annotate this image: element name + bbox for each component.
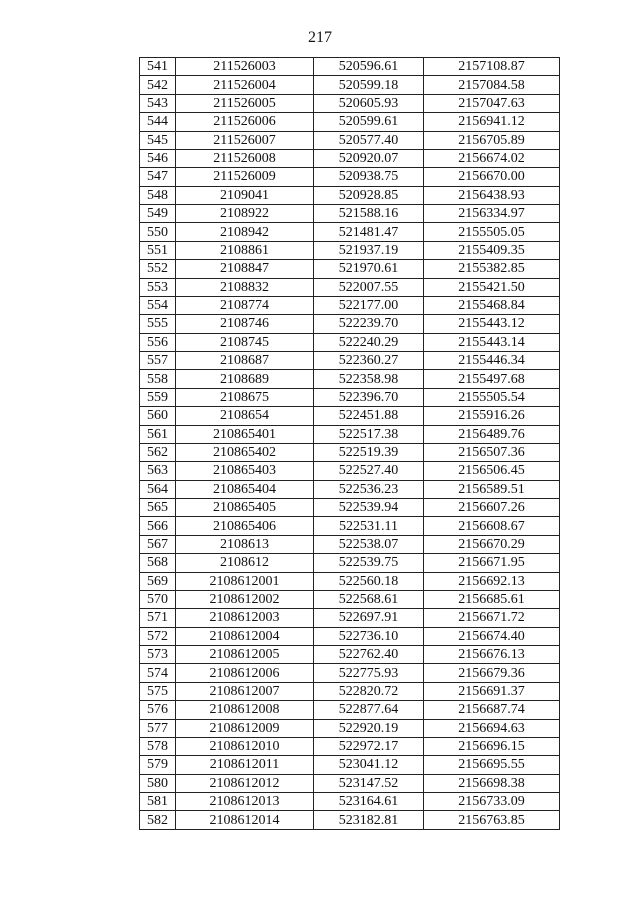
y-coordinate-cell: 2156671.72	[424, 609, 560, 627]
point-id-cell: 211526006	[176, 113, 314, 131]
x-coordinate-cell: 522240.29	[314, 333, 424, 351]
y-coordinate-cell: 2156694.63	[424, 719, 560, 737]
row-index-cell: 552	[140, 260, 176, 278]
x-coordinate-cell: 522396.70	[314, 388, 424, 406]
row-index-cell: 547	[140, 168, 176, 186]
row-index-cell: 542	[140, 76, 176, 94]
y-coordinate-cell: 2155505.05	[424, 223, 560, 241]
table-row	[140, 278, 560, 296]
table-row	[140, 223, 560, 241]
table-row	[140, 609, 560, 627]
table-row	[140, 315, 560, 333]
row-index-cell: 578	[140, 737, 176, 755]
row-index-cell: 574	[140, 664, 176, 682]
point-id-cell: 2109041	[176, 186, 314, 204]
point-id-cell: 2108612004	[176, 627, 314, 645]
y-coordinate-cell: 2155468.84	[424, 296, 560, 314]
y-coordinate-cell: 2155446.34	[424, 352, 560, 370]
table-row	[140, 425, 560, 443]
y-coordinate-cell: 2156674.40	[424, 627, 560, 645]
x-coordinate-cell: 522177.00	[314, 296, 424, 314]
table-row	[140, 480, 560, 498]
row-index-cell: 577	[140, 719, 176, 737]
table-row	[140, 756, 560, 774]
y-coordinate-cell: 2156489.76	[424, 425, 560, 443]
point-id-cell: 2108774	[176, 296, 314, 314]
y-coordinate-cell: 2157084.58	[424, 76, 560, 94]
row-index-cell: 554	[140, 296, 176, 314]
row-index-cell: 563	[140, 462, 176, 480]
point-id-cell: 2108942	[176, 223, 314, 241]
point-id-cell: 2108612011	[176, 756, 314, 774]
x-coordinate-cell: 522451.88	[314, 407, 424, 425]
table-row	[140, 407, 560, 425]
x-coordinate-cell: 522697.91	[314, 609, 424, 627]
y-coordinate-cell: 2156691.37	[424, 682, 560, 700]
x-coordinate-cell: 520596.61	[314, 58, 424, 76]
y-coordinate-cell: 2156671.95	[424, 554, 560, 572]
point-id-cell: 210865402	[176, 443, 314, 461]
point-id-cell: 2108654	[176, 407, 314, 425]
x-coordinate-cell: 522358.98	[314, 370, 424, 388]
point-id-cell: 2108832	[176, 278, 314, 296]
table-row	[140, 370, 560, 388]
y-coordinate-cell: 2156679.36	[424, 664, 560, 682]
y-coordinate-cell: 2155443.14	[424, 333, 560, 351]
x-coordinate-cell: 520605.93	[314, 94, 424, 112]
row-index-cell: 573	[140, 646, 176, 664]
point-id-cell: 2108612	[176, 554, 314, 572]
point-id-cell: 211526003	[176, 58, 314, 76]
table-row	[140, 149, 560, 167]
x-coordinate-cell: 522239.70	[314, 315, 424, 333]
x-coordinate-cell: 520938.75	[314, 168, 424, 186]
x-coordinate-cell: 521970.61	[314, 260, 424, 278]
y-coordinate-cell: 2156589.51	[424, 480, 560, 498]
page-number: 217	[308, 29, 332, 46]
table-row	[140, 131, 560, 149]
y-coordinate-cell: 2156692.13	[424, 572, 560, 590]
x-coordinate-cell: 520599.18	[314, 76, 424, 94]
table-row	[140, 719, 560, 737]
x-coordinate-cell: 521481.47	[314, 223, 424, 241]
coordinates-table	[139, 57, 560, 830]
point-id-cell: 210865404	[176, 480, 314, 498]
x-coordinate-cell: 522568.61	[314, 590, 424, 608]
x-coordinate-cell: 520928.85	[314, 186, 424, 204]
table-body	[140, 58, 560, 830]
point-id-cell: 2108612007	[176, 682, 314, 700]
table-row	[140, 388, 560, 406]
row-index-cell: 571	[140, 609, 176, 627]
point-id-cell: 2108612014	[176, 811, 314, 829]
y-coordinate-cell: 2156695.55	[424, 756, 560, 774]
x-coordinate-cell: 522539.75	[314, 554, 424, 572]
table-row	[140, 572, 560, 590]
x-coordinate-cell: 522007.55	[314, 278, 424, 296]
row-index-cell: 558	[140, 370, 176, 388]
row-index-cell: 546	[140, 149, 176, 167]
row-index-cell: 569	[140, 572, 176, 590]
y-coordinate-cell: 2156334.97	[424, 205, 560, 223]
y-coordinate-cell: 2156941.12	[424, 113, 560, 131]
row-index-cell: 564	[140, 480, 176, 498]
table-row	[140, 664, 560, 682]
x-coordinate-cell: 522360.27	[314, 352, 424, 370]
table-row	[140, 811, 560, 829]
point-id-cell: 211526004	[176, 76, 314, 94]
point-id-cell: 2108612001	[176, 572, 314, 590]
table-row	[140, 737, 560, 755]
row-index-cell: 543	[140, 94, 176, 112]
y-coordinate-cell: 2156698.38	[424, 774, 560, 792]
table-row	[140, 168, 560, 186]
point-id-cell: 210865403	[176, 462, 314, 480]
x-coordinate-cell: 521588.16	[314, 205, 424, 223]
table-row	[140, 499, 560, 517]
point-id-cell: 2108612003	[176, 609, 314, 627]
x-coordinate-cell: 522519.39	[314, 443, 424, 461]
table-row	[140, 701, 560, 719]
y-coordinate-cell: 2156507.36	[424, 443, 560, 461]
y-coordinate-cell: 2156674.02	[424, 149, 560, 167]
point-id-cell: 2108847	[176, 260, 314, 278]
point-id-cell: 211526007	[176, 131, 314, 149]
table-row	[140, 682, 560, 700]
table-row	[140, 296, 560, 314]
x-coordinate-cell: 522560.18	[314, 572, 424, 590]
x-coordinate-cell: 522877.64	[314, 701, 424, 719]
y-coordinate-cell: 2156685.61	[424, 590, 560, 608]
row-index-cell: 553	[140, 278, 176, 296]
row-index-cell: 544	[140, 113, 176, 131]
point-id-cell: 210865405	[176, 499, 314, 517]
point-id-cell: 2108746	[176, 315, 314, 333]
table-row	[140, 94, 560, 112]
point-id-cell: 2108612006	[176, 664, 314, 682]
y-coordinate-cell: 2155505.54	[424, 388, 560, 406]
point-id-cell: 2108861	[176, 241, 314, 259]
x-coordinate-cell: 520577.40	[314, 131, 424, 149]
x-coordinate-cell: 520920.07	[314, 149, 424, 167]
table-row	[140, 590, 560, 608]
point-id-cell: 2108922	[176, 205, 314, 223]
row-index-cell: 576	[140, 701, 176, 719]
x-coordinate-cell: 522527.40	[314, 462, 424, 480]
point-id-cell: 211526009	[176, 168, 314, 186]
y-coordinate-cell: 2156607.26	[424, 499, 560, 517]
point-id-cell: 2108745	[176, 333, 314, 351]
y-coordinate-cell: 2156506.45	[424, 462, 560, 480]
table-row	[140, 554, 560, 572]
row-index-cell: 556	[140, 333, 176, 351]
table-row	[140, 113, 560, 131]
row-index-cell: 580	[140, 774, 176, 792]
row-index-cell: 572	[140, 627, 176, 645]
table-row	[140, 76, 560, 94]
row-index-cell: 565	[140, 499, 176, 517]
x-coordinate-cell: 522972.17	[314, 737, 424, 755]
y-coordinate-cell: 2156705.89	[424, 131, 560, 149]
table-row	[140, 462, 560, 480]
x-coordinate-cell: 523182.81	[314, 811, 424, 829]
y-coordinate-cell: 2157047.63	[424, 94, 560, 112]
y-coordinate-cell: 2155443.12	[424, 315, 560, 333]
row-index-cell: 548	[140, 186, 176, 204]
table-row	[140, 260, 560, 278]
y-coordinate-cell: 2155497.68	[424, 370, 560, 388]
row-index-cell: 566	[140, 517, 176, 535]
row-index-cell: 545	[140, 131, 176, 149]
x-coordinate-cell: 522517.38	[314, 425, 424, 443]
table-row	[140, 517, 560, 535]
row-index-cell: 559	[140, 388, 176, 406]
x-coordinate-cell: 523041.12	[314, 756, 424, 774]
y-coordinate-cell: 2155382.85	[424, 260, 560, 278]
table-row	[140, 646, 560, 664]
row-index-cell: 582	[140, 811, 176, 829]
row-index-cell: 550	[140, 223, 176, 241]
y-coordinate-cell: 2155421.50	[424, 278, 560, 296]
table-row	[140, 352, 560, 370]
y-coordinate-cell: 2156670.29	[424, 535, 560, 553]
point-id-cell: 210865401	[176, 425, 314, 443]
y-coordinate-cell: 2156696.15	[424, 737, 560, 755]
point-id-cell: 2108612009	[176, 719, 314, 737]
row-index-cell: 570	[140, 590, 176, 608]
row-index-cell: 581	[140, 793, 176, 811]
point-id-cell: 2108689	[176, 370, 314, 388]
point-id-cell: 2108612005	[176, 646, 314, 664]
y-coordinate-cell: 2156670.00	[424, 168, 560, 186]
table-row	[140, 186, 560, 204]
y-coordinate-cell: 2155409.35	[424, 241, 560, 259]
point-id-cell: 2108675	[176, 388, 314, 406]
point-id-cell: 2108687	[176, 352, 314, 370]
table-row	[140, 627, 560, 645]
table-row	[140, 793, 560, 811]
x-coordinate-cell: 522736.10	[314, 627, 424, 645]
x-coordinate-cell: 522762.40	[314, 646, 424, 664]
table-row	[140, 241, 560, 259]
y-coordinate-cell: 2156676.13	[424, 646, 560, 664]
point-id-cell: 210865406	[176, 517, 314, 535]
y-coordinate-cell: 2156438.93	[424, 186, 560, 204]
x-coordinate-cell: 522775.93	[314, 664, 424, 682]
x-coordinate-cell: 522536.23	[314, 480, 424, 498]
point-id-cell: 211526008	[176, 149, 314, 167]
x-coordinate-cell: 523164.61	[314, 793, 424, 811]
table-row	[140, 58, 560, 76]
point-id-cell: 2108612002	[176, 590, 314, 608]
x-coordinate-cell: 521937.19	[314, 241, 424, 259]
y-coordinate-cell: 2156733.09	[424, 793, 560, 811]
x-coordinate-cell: 520599.61	[314, 113, 424, 131]
y-coordinate-cell: 2156687.74	[424, 701, 560, 719]
point-id-cell: 2108612013	[176, 793, 314, 811]
row-index-cell: 557	[140, 352, 176, 370]
table-row	[140, 205, 560, 223]
x-coordinate-cell: 522538.07	[314, 535, 424, 553]
row-index-cell: 549	[140, 205, 176, 223]
row-index-cell: 560	[140, 407, 176, 425]
row-index-cell: 568	[140, 554, 176, 572]
x-coordinate-cell: 522920.19	[314, 719, 424, 737]
table-row	[140, 443, 560, 461]
x-coordinate-cell: 522820.72	[314, 682, 424, 700]
row-index-cell: 561	[140, 425, 176, 443]
y-coordinate-cell: 2156763.85	[424, 811, 560, 829]
row-index-cell: 551	[140, 241, 176, 259]
y-coordinate-cell: 2157108.87	[424, 58, 560, 76]
x-coordinate-cell: 522539.94	[314, 499, 424, 517]
point-id-cell: 2108612010	[176, 737, 314, 755]
point-id-cell: 2108613	[176, 535, 314, 553]
row-index-cell: 555	[140, 315, 176, 333]
x-coordinate-cell: 522531.11	[314, 517, 424, 535]
table-row	[140, 774, 560, 792]
y-coordinate-cell: 2155916.26	[424, 407, 560, 425]
table-row	[140, 535, 560, 553]
row-index-cell: 562	[140, 443, 176, 461]
x-coordinate-cell: 523147.52	[314, 774, 424, 792]
point-id-cell: 2108612012	[176, 774, 314, 792]
row-index-cell: 575	[140, 682, 176, 700]
row-index-cell: 579	[140, 756, 176, 774]
point-id-cell: 2108612008	[176, 701, 314, 719]
y-coordinate-cell: 2156608.67	[424, 517, 560, 535]
table-row	[140, 333, 560, 351]
row-index-cell: 567	[140, 535, 176, 553]
row-index-cell: 541	[140, 58, 176, 76]
point-id-cell: 211526005	[176, 94, 314, 112]
